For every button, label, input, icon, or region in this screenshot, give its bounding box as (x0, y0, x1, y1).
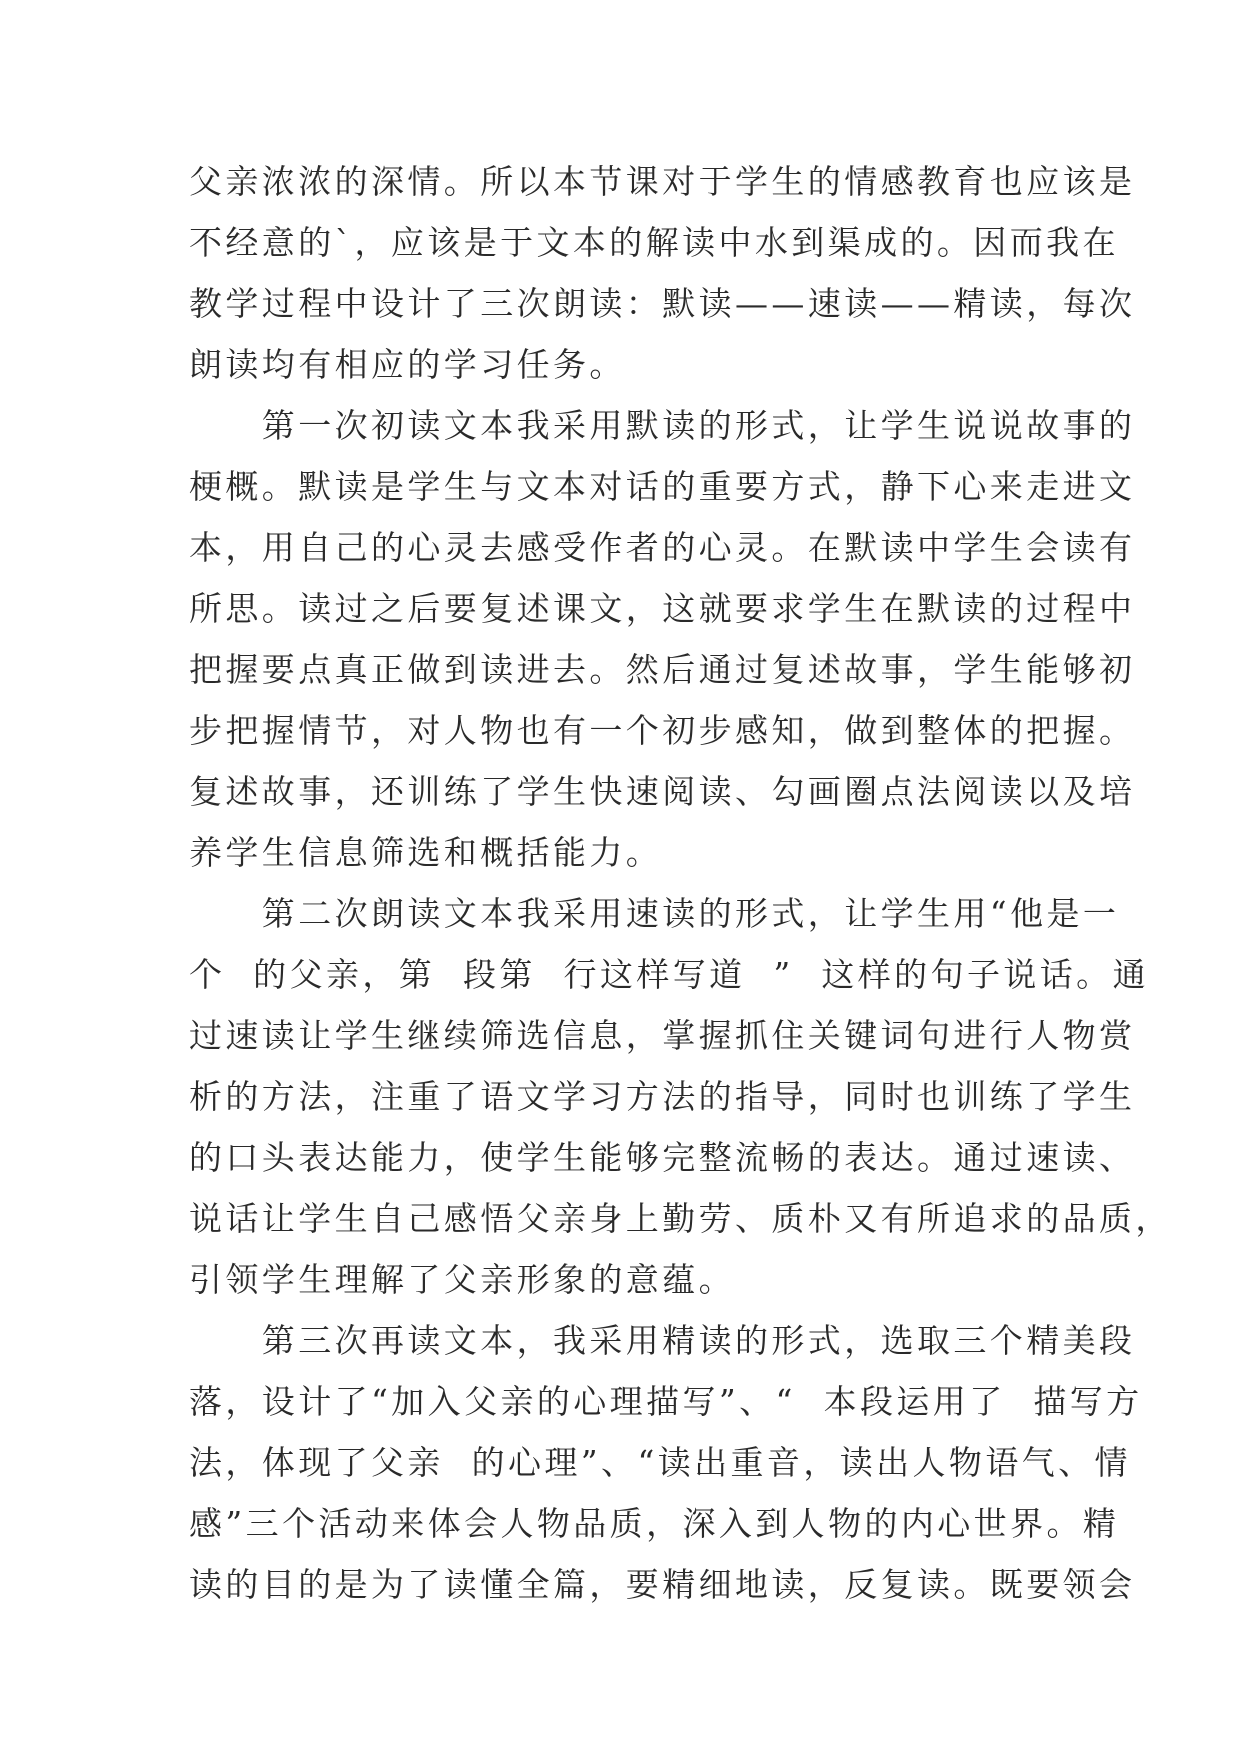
text-line: 朗读均有相应的学习任务。 (189, 345, 626, 384)
text-line: 养学生信息筛选和概括能力。 (189, 833, 663, 872)
text-line: 个 的父亲，第 段第 行这样写道 ” 这样的句子说话。通 (189, 955, 1149, 994)
text-line: 析的方法，注重了语文学习方法的指导，同时也训练了学生 (189, 1077, 1136, 1116)
body-text (189, 151, 1172, 1615)
text-line: 说话让学生自己感悟父亲身上勤劳、质朴又有所追求的品质， (189, 1199, 1172, 1238)
text-line: 步把握情节，对人物也有一个初步感知，做到整体的把握。 (189, 711, 1136, 750)
text-line: 读的目的是为了读懂全篇，要精细地读，反复读。既要领会 (189, 1565, 1136, 1604)
text-line: 第一次初读文本我采用默读的形式，让学生说说故事的 (189, 406, 1136, 445)
text-line: 落，设计了“加入父亲的心理描写”、“ 本段运用了 描写方 (189, 1382, 1143, 1421)
text-line: 把握要点真正做到读进去。然后通过复述故事，学生能够初 (189, 650, 1136, 689)
text-line: 教学过程中设计了三次朗读：默读——速读——精读，每次 (189, 284, 1136, 323)
text-line: 复述故事，还训练了学生快速阅读、勾画圈点法阅读以及培 (189, 772, 1136, 811)
text-line: 所思。读过之后要复述课文，这就要求学生在默读的过程中 (189, 589, 1136, 628)
text-line: 感”三个活动来体会人物品质，深入到人物的内心世界。精 (189, 1504, 1120, 1543)
text-line: 的口头表达能力，使学生能够完整流畅的表达。通过速读、 (189, 1138, 1136, 1177)
text-line: 过速读让学生继续筛选信息，掌握抓住关键词句进行人物赏 (189, 1016, 1136, 1055)
text-line: 第二次朗读文本我采用速读的形式，让学生用“他是一 (189, 894, 1120, 933)
text-line: 法，体现了父亲 的心理”、“读出重音，读出人物语气、情 (189, 1443, 1131, 1482)
text-line: 梗概。默读是学生与文本对话的重要方式，静下心来走进文 (189, 467, 1136, 506)
text-line: 不经意的`，应该是于文本的解读中水到渠成的。因而我在 (189, 223, 1119, 262)
text-line: 引领学生理解了父亲形象的意蕴。 (189, 1260, 735, 1299)
text-line: 第三次再读文本，我采用精读的形式，选取三个精美段 (189, 1321, 1136, 1360)
text-line: 父亲浓浓的深情。所以本节课对于学生的情感教育也应该是 (189, 162, 1136, 201)
text-line: 本，用自己的心灵去感受作者的心灵。在默读中学生会读有 (189, 528, 1136, 567)
